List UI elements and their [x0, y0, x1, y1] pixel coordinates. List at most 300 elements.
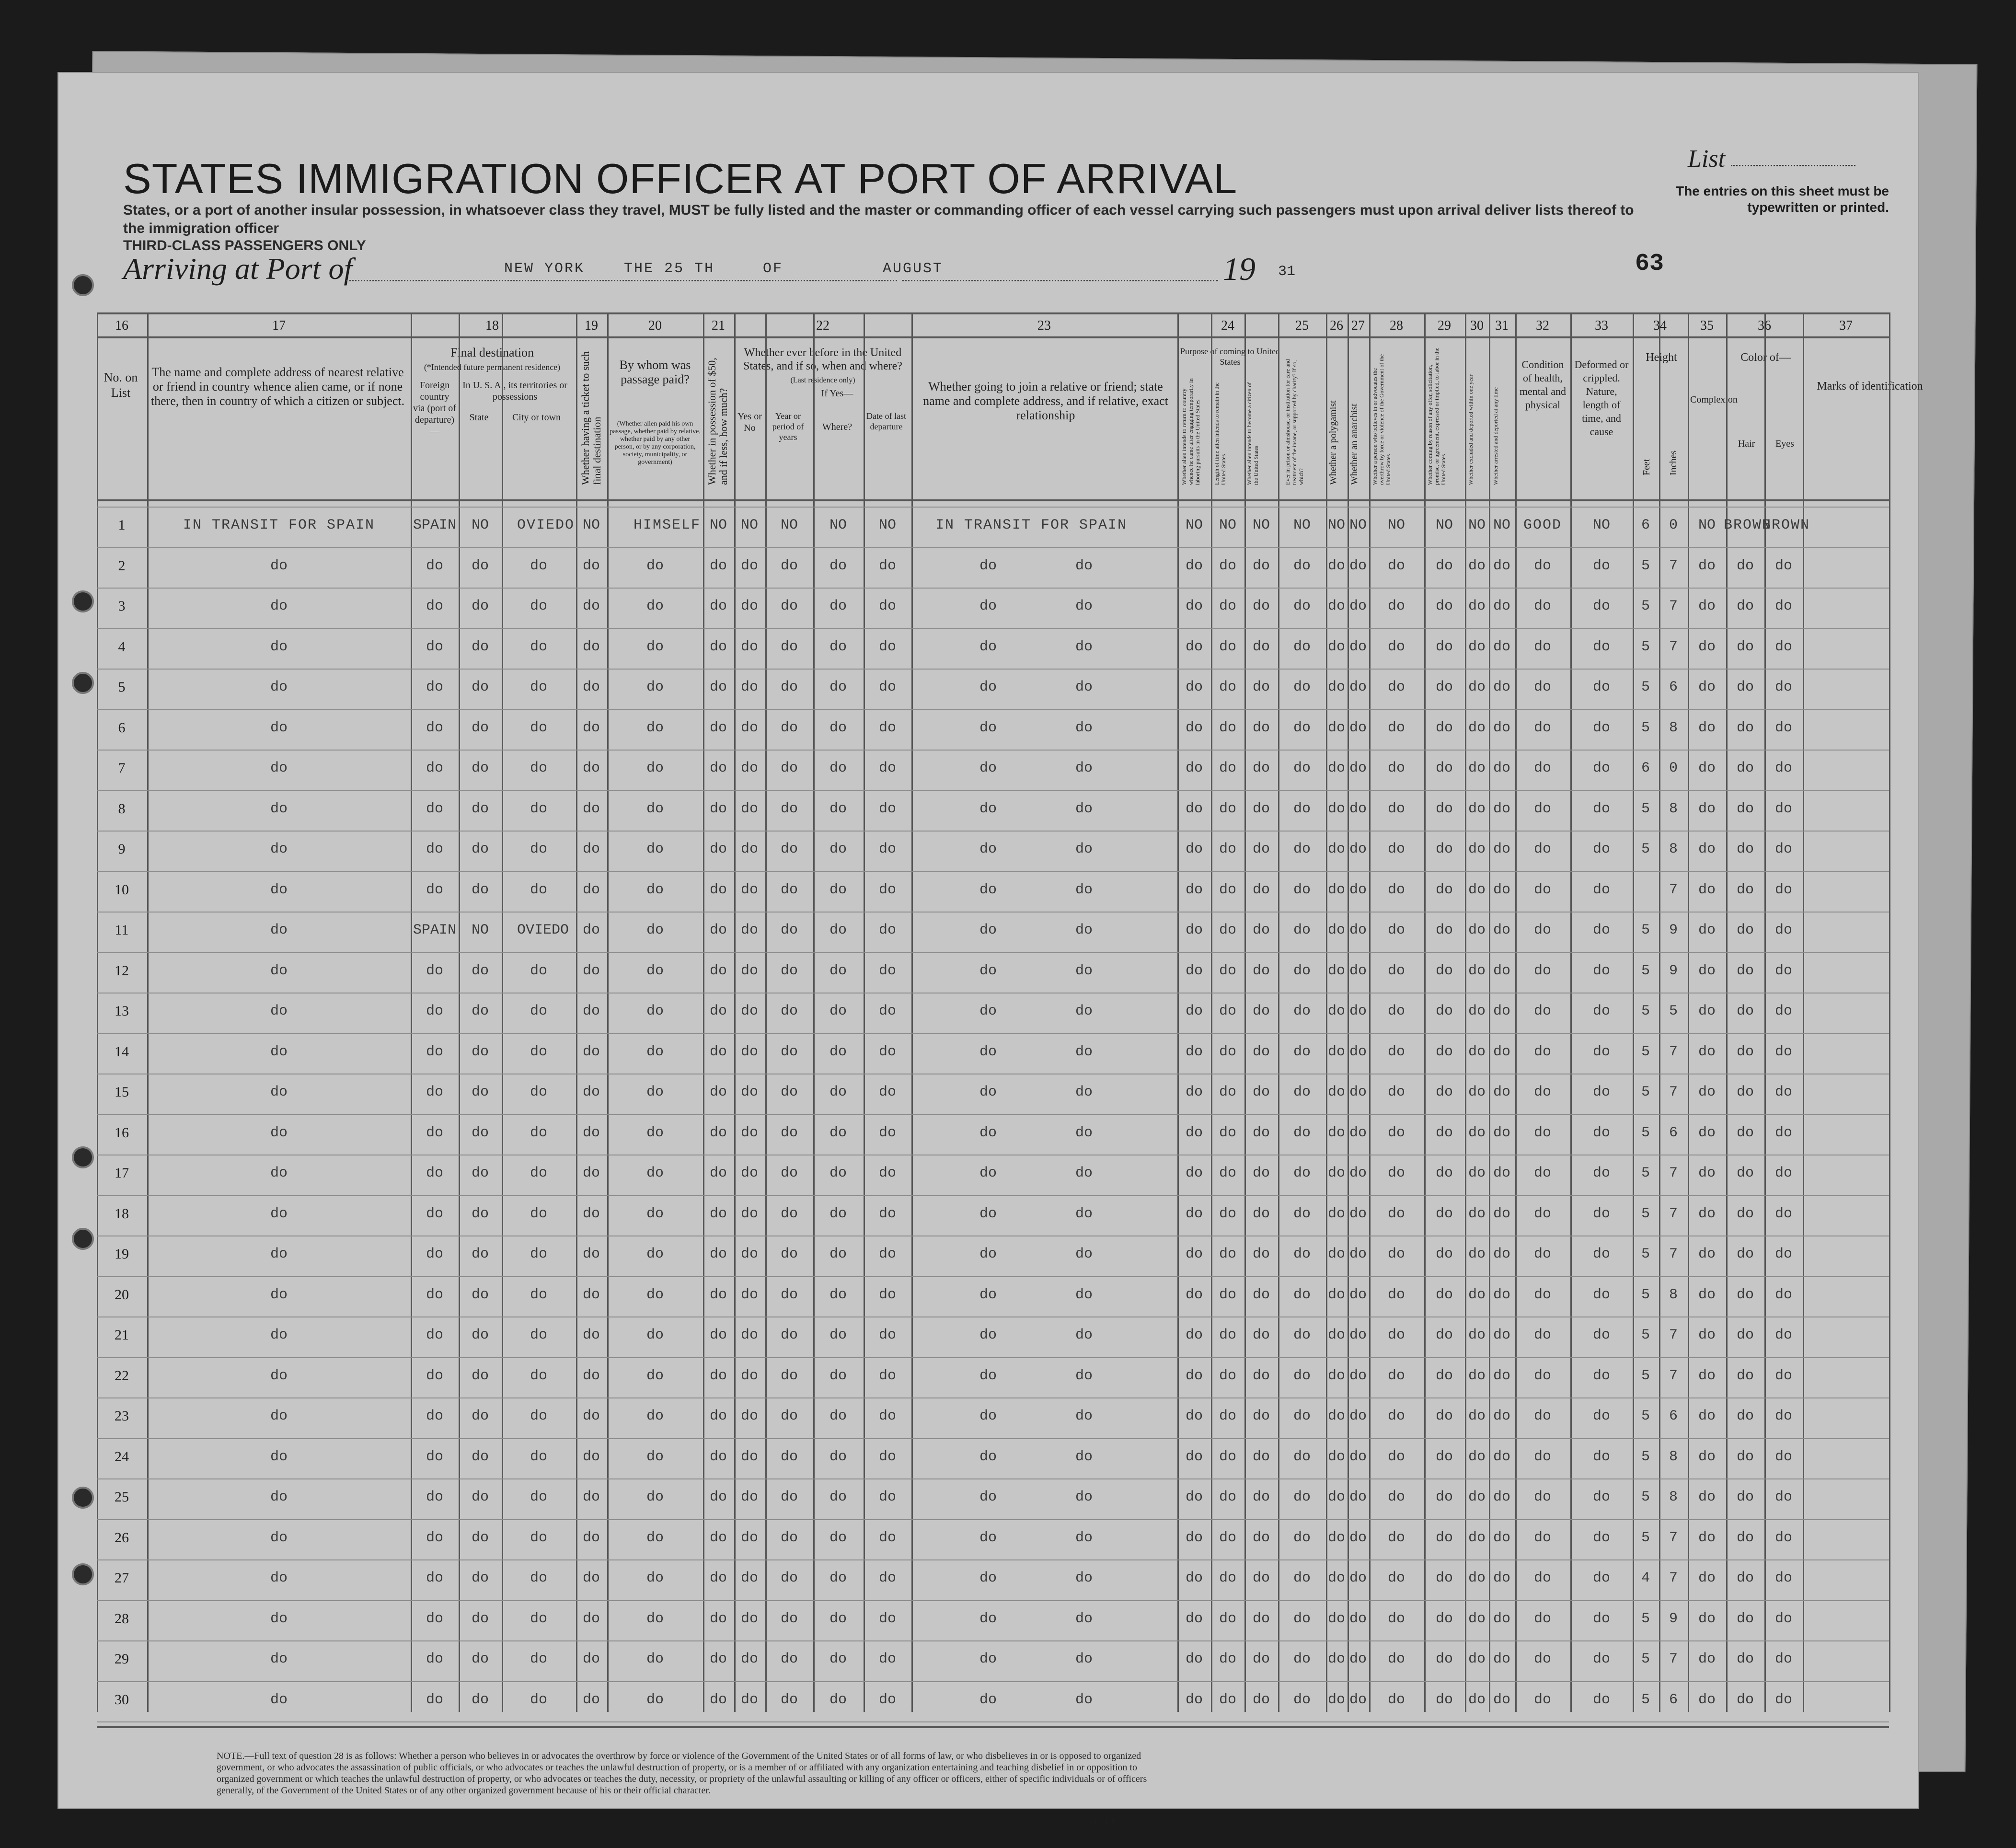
- cell-where: do: [829, 881, 847, 898]
- cell-join2: do: [1075, 881, 1093, 898]
- column-number: 24: [1221, 318, 1234, 333]
- cell-inches: 7: [1669, 1327, 1678, 1343]
- cell-yes-no: do: [740, 760, 758, 776]
- header-nearest-relative: The name and complete address of nearest relative or friend in country whence alien came, or if none there, then in country of which a citizen or subject.: [150, 365, 405, 408]
- cell-q26: do: [1327, 800, 1345, 817]
- header-rule: [97, 336, 1889, 338]
- cell-eyes: do: [1774, 1205, 1792, 1222]
- cell-q25: do: [1293, 638, 1311, 655]
- cell-q31: do: [1493, 1124, 1510, 1141]
- cell-q27: do: [1349, 1165, 1367, 1181]
- cell-paid: do: [646, 719, 664, 736]
- cell-health: do: [1533, 1489, 1551, 1505]
- header-q31: Whether arrested and deported at any time: [1492, 387, 1499, 485]
- cell-complexion: do: [1698, 1084, 1716, 1100]
- cell-q25: do: [1293, 679, 1311, 695]
- cell-feet: 5: [1641, 1691, 1650, 1708]
- cell-q29: do: [1435, 922, 1453, 938]
- cell-date: do: [878, 1529, 896, 1546]
- cell-hair: do: [1736, 1043, 1754, 1060]
- cell-ticket: do: [582, 1286, 600, 1303]
- cell-inches: 7: [1669, 1246, 1678, 1262]
- row-number: 14: [115, 1043, 129, 1060]
- cell-p1: do: [1185, 962, 1203, 979]
- cell-join2: do: [1075, 1205, 1093, 1222]
- cell-date: do: [878, 1246, 896, 1262]
- cell-state: do: [471, 1003, 489, 1019]
- cell-date: do: [878, 719, 896, 736]
- cell-relative: do: [270, 922, 288, 938]
- cell-q26: do: [1327, 557, 1345, 574]
- cell-q27: do: [1349, 719, 1367, 736]
- cell-health: do: [1533, 922, 1551, 938]
- cell-q31: do: [1493, 800, 1510, 817]
- cell-q29: do: [1435, 1124, 1453, 1141]
- cell-q27: do: [1349, 598, 1367, 614]
- cell-inches: 7: [1669, 881, 1678, 898]
- header-q30: Whether excluded and deported within one year: [1467, 374, 1474, 485]
- cell-q31: do: [1493, 1084, 1510, 1100]
- cell-q25: do: [1293, 598, 1311, 614]
- cell-date: do: [878, 1408, 896, 1424]
- cell-where: do: [829, 1327, 847, 1343]
- cell-paid: do: [646, 557, 664, 574]
- cell-join: do: [979, 1489, 997, 1505]
- cell-date: do: [878, 1084, 896, 1100]
- cell-q25: NO: [1293, 517, 1311, 533]
- cell-q28: do: [1387, 1529, 1405, 1546]
- cell-q26: do: [1327, 1529, 1345, 1546]
- cell-q25: do: [1293, 1084, 1311, 1100]
- cell-health: do: [1533, 1408, 1551, 1424]
- cell-relative: do: [270, 800, 288, 817]
- cell-q29: do: [1435, 719, 1453, 736]
- cell-relative: do: [270, 1529, 288, 1546]
- cell-q29: do: [1435, 598, 1453, 614]
- cell-state: do: [471, 638, 489, 655]
- cell-hair: do: [1736, 1367, 1754, 1384]
- cell-state: NO: [471, 922, 489, 938]
- cell-q26: do: [1327, 598, 1345, 614]
- cell-city: do: [530, 1327, 547, 1343]
- cell-paid: do: [646, 1165, 664, 1181]
- cell-complexion: do: [1698, 1165, 1716, 1181]
- cell-year: do: [780, 800, 798, 817]
- cell-p3: do: [1252, 1610, 1270, 1627]
- cell-q25: do: [1293, 1124, 1311, 1141]
- cell-ticket: do: [582, 1408, 600, 1424]
- cell-paid: do: [646, 1691, 664, 1708]
- cell-fifty: do: [709, 881, 727, 898]
- column-rule: [864, 312, 865, 1712]
- cell-ticket: do: [582, 1003, 600, 1019]
- cell-p1: do: [1185, 1570, 1203, 1586]
- cell-hair: do: [1736, 1610, 1754, 1627]
- cell-q30: do: [1468, 1165, 1486, 1181]
- cell-year: do: [780, 1327, 798, 1343]
- cell-q28: do: [1387, 1165, 1405, 1181]
- cell-where: do: [829, 1165, 847, 1181]
- cell-join: do: [979, 841, 997, 857]
- cell-q26: do: [1327, 1610, 1345, 1627]
- cell-complexion: do: [1698, 719, 1716, 736]
- cell-q26: do: [1327, 1651, 1345, 1667]
- cell-p1: do: [1185, 638, 1203, 655]
- column-rule: [813, 312, 815, 1712]
- cell-q30: do: [1468, 1327, 1486, 1343]
- cell-year: do: [780, 1367, 798, 1384]
- cell-p3: do: [1252, 1529, 1270, 1546]
- cell-state: do: [471, 1165, 489, 1181]
- cell-eyes: do: [1774, 1043, 1792, 1060]
- cell-date: do: [878, 1367, 896, 1384]
- cell-where: do: [829, 922, 847, 938]
- cell-relative: do: [270, 1489, 288, 1505]
- row-rule: [97, 831, 1889, 832]
- port-month: AUGUST: [883, 261, 944, 277]
- cell-hair: do: [1736, 1489, 1754, 1505]
- column-number: 18: [485, 318, 499, 333]
- cell-relative: do: [270, 1205, 288, 1222]
- cell-q28: do: [1387, 1043, 1405, 1060]
- cell-q26: do: [1327, 1246, 1345, 1262]
- cell-q31: do: [1493, 1610, 1510, 1627]
- cell-join: do: [979, 962, 997, 979]
- cell-hair: do: [1736, 1570, 1754, 1586]
- cell-q25: do: [1293, 1286, 1311, 1303]
- cell-date: do: [878, 841, 896, 857]
- cell-health: do: [1533, 1529, 1551, 1546]
- cell-where: do: [829, 962, 847, 979]
- cell-city: do: [530, 1084, 547, 1100]
- cell-ticket: do: [582, 1691, 600, 1708]
- row-number: 28: [115, 1610, 129, 1627]
- cell-relative: do: [270, 598, 288, 614]
- cell-yes-no: do: [740, 679, 758, 695]
- cell-feet: 5: [1641, 1246, 1650, 1262]
- cell-p1: do: [1185, 800, 1203, 817]
- cell-relative: do: [270, 1651, 288, 1667]
- cell-ticket: do: [582, 1610, 600, 1627]
- cell-foreign: do: [426, 881, 443, 898]
- cell-year: do: [780, 1124, 798, 1141]
- cell-deformed: do: [1592, 1489, 1610, 1505]
- cell-inches: 8: [1669, 800, 1678, 817]
- cell-city: do: [530, 800, 547, 817]
- cell-join2: do: [1075, 1691, 1093, 1708]
- cell-q26: do: [1327, 1327, 1345, 1343]
- cell-year: do: [780, 598, 798, 614]
- row-number: 8: [118, 800, 126, 817]
- cell-yes-no: do: [740, 962, 758, 979]
- cell-ticket: do: [582, 1529, 600, 1546]
- cell-join2: do: [1075, 1043, 1093, 1060]
- cell-yes-no: do: [740, 1043, 758, 1060]
- cell-state: do: [471, 1124, 489, 1141]
- cell-ticket: do: [582, 760, 600, 776]
- cell-join: do: [979, 1570, 997, 1586]
- cell-fifty: do: [709, 1165, 727, 1181]
- cell-eyes: do: [1774, 1448, 1792, 1465]
- cell-join: do: [979, 1327, 997, 1343]
- cell-fifty: do: [709, 962, 727, 979]
- cell-q28: do: [1387, 1205, 1405, 1222]
- cell-q31: do: [1493, 922, 1510, 938]
- cell-hair: do: [1736, 719, 1754, 736]
- cell-where: do: [829, 841, 847, 857]
- cell-eyes: do: [1774, 760, 1792, 776]
- cell-p3: do: [1252, 922, 1270, 938]
- cell-paid: do: [646, 679, 664, 695]
- row-number: 6: [118, 719, 126, 736]
- cell-state: do: [471, 1529, 489, 1546]
- cell-state: do: [471, 719, 489, 736]
- cell-q29: do: [1435, 1003, 1453, 1019]
- port-name: NEW YORK: [504, 261, 585, 277]
- row-rule: [97, 1195, 1889, 1196]
- cell-city: do: [530, 1489, 547, 1505]
- cell-where: do: [829, 1651, 847, 1667]
- cell-hair: BROWN: [1724, 517, 1772, 533]
- cell-feet: 5: [1641, 1448, 1650, 1465]
- cell-year: do: [780, 1570, 798, 1586]
- cell-yes-no: do: [740, 1448, 758, 1465]
- cell-city: do: [530, 1003, 547, 1019]
- cell-q27: do: [1349, 1043, 1367, 1060]
- cell-city: do: [530, 719, 547, 736]
- cell-complexion: do: [1698, 1408, 1716, 1424]
- cell-relative: IN TRANSIT FOR SPAIN: [183, 517, 375, 533]
- cell-city: do: [530, 1286, 547, 1303]
- cell-complexion: do: [1698, 1286, 1716, 1303]
- column-number: 35: [1700, 318, 1714, 333]
- cell-foreign: do: [426, 1043, 443, 1060]
- cell-fifty: do: [709, 1448, 727, 1465]
- cell-q29: do: [1435, 1408, 1453, 1424]
- cell-city: do: [530, 760, 547, 776]
- cell-city: OVIEDO: [517, 517, 575, 533]
- header-inches: Inches: [1668, 450, 1679, 475]
- cell-p3: do: [1252, 1246, 1270, 1262]
- cell-where: do: [829, 1286, 847, 1303]
- cell-eyes: do: [1774, 1165, 1792, 1181]
- cell-join2: do: [1075, 922, 1093, 938]
- cell-q29: do: [1435, 1043, 1453, 1060]
- header-prison: Ever in prison or almshouse, or institution for care and treatment of the insane, or supported by charity? If so, which?: [1284, 359, 1304, 485]
- row-number: 5: [118, 679, 126, 695]
- year-prefix: 19: [1223, 251, 1256, 287]
- cell-q27: do: [1349, 1246, 1367, 1262]
- cell-q27: do: [1349, 962, 1367, 979]
- cell-q28: do: [1387, 557, 1405, 574]
- cell-hair: do: [1736, 760, 1754, 776]
- cell-eyes: do: [1774, 1084, 1792, 1100]
- cell-q25: do: [1293, 922, 1311, 938]
- cell-q27: do: [1349, 638, 1367, 655]
- cell-q31: do: [1493, 962, 1510, 979]
- row-rule: [97, 871, 1889, 872]
- header-if-yes: If Yes—: [821, 388, 853, 399]
- cell-complexion: do: [1698, 1003, 1716, 1019]
- cell-q27: do: [1349, 1691, 1367, 1708]
- cell-q25: do: [1293, 1205, 1311, 1222]
- cell-eyes: do: [1774, 881, 1792, 898]
- cell-state: do: [471, 1286, 489, 1303]
- cell-q27: do: [1349, 1570, 1367, 1586]
- cell-city: do: [530, 1570, 547, 1586]
- cell-paid: do: [646, 1529, 664, 1546]
- cell-join2: do: [1075, 1367, 1093, 1384]
- cell-q27: do: [1349, 1327, 1367, 1343]
- binder-hole-icon: [72, 1487, 94, 1509]
- cell-ticket: do: [582, 1124, 600, 1141]
- cell-p2: do: [1219, 1367, 1236, 1384]
- list-line: [1731, 165, 1855, 166]
- cell-q28: do: [1387, 1003, 1405, 1019]
- header-polygamist: Whether a polygamist: [1328, 400, 1338, 485]
- cell-q29: do: [1435, 1448, 1453, 1465]
- cell-date: do: [878, 1165, 896, 1181]
- cell-foreign: do: [426, 800, 443, 817]
- cell-q28: do: [1387, 1489, 1405, 1505]
- cell-relative: do: [270, 719, 288, 736]
- cell-year: do: [780, 638, 798, 655]
- cell-city: do: [530, 598, 547, 614]
- row-number: 30: [115, 1691, 129, 1708]
- cell-where: do: [829, 719, 847, 736]
- cell-relative: do: [270, 1448, 288, 1465]
- cell-state: do: [471, 1043, 489, 1060]
- cell-q28: do: [1387, 881, 1405, 898]
- header-yes-or-no: Yes or No: [737, 411, 762, 433]
- cell-where: do: [829, 1408, 847, 1424]
- cell-q28: do: [1387, 679, 1405, 695]
- cell-inches: 6: [1669, 679, 1678, 695]
- cell-join: do: [979, 1124, 997, 1141]
- cell-q25: do: [1293, 1529, 1311, 1546]
- cell-year: do: [780, 1286, 798, 1303]
- cell-q30: do: [1468, 1003, 1486, 1019]
- cell-q27: NO: [1349, 517, 1367, 533]
- binder-hole-icon: [72, 1146, 94, 1168]
- cell-paid: do: [646, 598, 664, 614]
- cell-deformed: do: [1592, 1327, 1610, 1343]
- cell-fifty: do: [709, 557, 727, 574]
- cell-eyes: do: [1774, 638, 1792, 655]
- cell-deformed: do: [1592, 1246, 1610, 1262]
- cell-q29: do: [1435, 1286, 1453, 1303]
- cell-yes-no: NO: [740, 517, 758, 533]
- cell-health: do: [1533, 1165, 1551, 1181]
- cell-where: do: [829, 1529, 847, 1546]
- cell-join2: do: [1075, 1003, 1093, 1019]
- cell-feet: 5: [1641, 598, 1650, 614]
- cell-state: do: [471, 679, 489, 695]
- column-number: 16: [115, 318, 128, 333]
- cell-join: do: [979, 1205, 997, 1222]
- header-year-period: Year or period of years: [772, 411, 804, 442]
- cell-q31: do: [1493, 1651, 1510, 1667]
- cell-inches: 7: [1669, 1043, 1678, 1060]
- cell-deformed: do: [1592, 1205, 1610, 1222]
- row-rule: [97, 750, 1889, 751]
- cell-yes-no: do: [740, 1408, 758, 1424]
- cell-relative: do: [270, 1165, 288, 1181]
- cell-p3: do: [1252, 679, 1270, 695]
- cell-feet: 5: [1641, 557, 1650, 574]
- cell-fifty: do: [709, 1246, 727, 1262]
- cell-fifty: do: [709, 1610, 727, 1627]
- header-purpose: Purpose of coming to United States: [1180, 346, 1280, 367]
- cell-q30: do: [1468, 1691, 1486, 1708]
- cell-p1: do: [1185, 1327, 1203, 1343]
- cell-eyes: do: [1774, 1246, 1792, 1262]
- header-state: State: [469, 412, 489, 423]
- cell-yes-no: do: [740, 1610, 758, 1627]
- cell-fifty: do: [709, 1529, 727, 1546]
- header-eyes: Eyes: [1775, 439, 1794, 449]
- cell-feet: 5: [1641, 1205, 1650, 1222]
- row-number: 21: [115, 1327, 129, 1343]
- cell-q25: do: [1293, 1408, 1311, 1424]
- cell-city: do: [530, 1246, 547, 1262]
- cell-p3: do: [1252, 1003, 1270, 1019]
- cell-p2: do: [1219, 1084, 1236, 1100]
- row-rule: [97, 1478, 1889, 1479]
- cell-eyes: do: [1774, 1691, 1792, 1708]
- cell-q28: do: [1387, 1570, 1405, 1586]
- cell-hair: do: [1736, 881, 1754, 898]
- cell-p2: NO: [1219, 517, 1236, 533]
- cell-q26: do: [1327, 760, 1345, 776]
- cell-q28: do: [1387, 1408, 1405, 1424]
- cell-p3: do: [1252, 1327, 1270, 1343]
- cell-q28: do: [1387, 1327, 1405, 1343]
- cell-q31: do: [1493, 1327, 1510, 1343]
- header-q28: Whether a person who believes in or advocates the overthrow by force or violence of the Government of the United States: [1371, 354, 1392, 485]
- cell-q25: do: [1293, 719, 1311, 736]
- cell-q29: do: [1435, 638, 1453, 655]
- cell-p2: do: [1219, 922, 1236, 938]
- cell-q30: do: [1468, 1651, 1486, 1667]
- cell-health: do: [1533, 1246, 1551, 1262]
- cell-p3: do: [1252, 760, 1270, 776]
- cell-q30: do: [1468, 1610, 1486, 1627]
- cell-q26: do: [1327, 719, 1345, 736]
- cell-deformed: do: [1592, 1043, 1610, 1060]
- cell-ticket: do: [582, 1246, 600, 1262]
- cell-q30: do: [1468, 760, 1486, 776]
- row-number: 12: [115, 962, 129, 979]
- cell-inches: 5: [1669, 1003, 1678, 1019]
- header-purpose-sub2: Length of time alien intends to remain in the United States: [1213, 382, 1227, 485]
- cell-fifty: do: [709, 598, 727, 614]
- cell-q29: do: [1435, 1570, 1453, 1586]
- cell-join: do: [979, 1246, 997, 1262]
- header-deformed: Deformed or crippled. Nature, length of time, and cause: [1574, 358, 1629, 438]
- cell-health: do: [1533, 800, 1551, 817]
- cell-city: do: [530, 881, 547, 898]
- cell-q31: do: [1493, 1489, 1510, 1505]
- row-rule: [97, 790, 1889, 791]
- cell-date: do: [878, 557, 896, 574]
- cell-q27: do: [1349, 1367, 1367, 1384]
- cell-p1: do: [1185, 1165, 1203, 1181]
- cell-city: do: [530, 962, 547, 979]
- cell-q30: NO: [1468, 517, 1486, 533]
- cell-health: do: [1533, 1043, 1551, 1060]
- cell-feet: 5: [1641, 1003, 1650, 1019]
